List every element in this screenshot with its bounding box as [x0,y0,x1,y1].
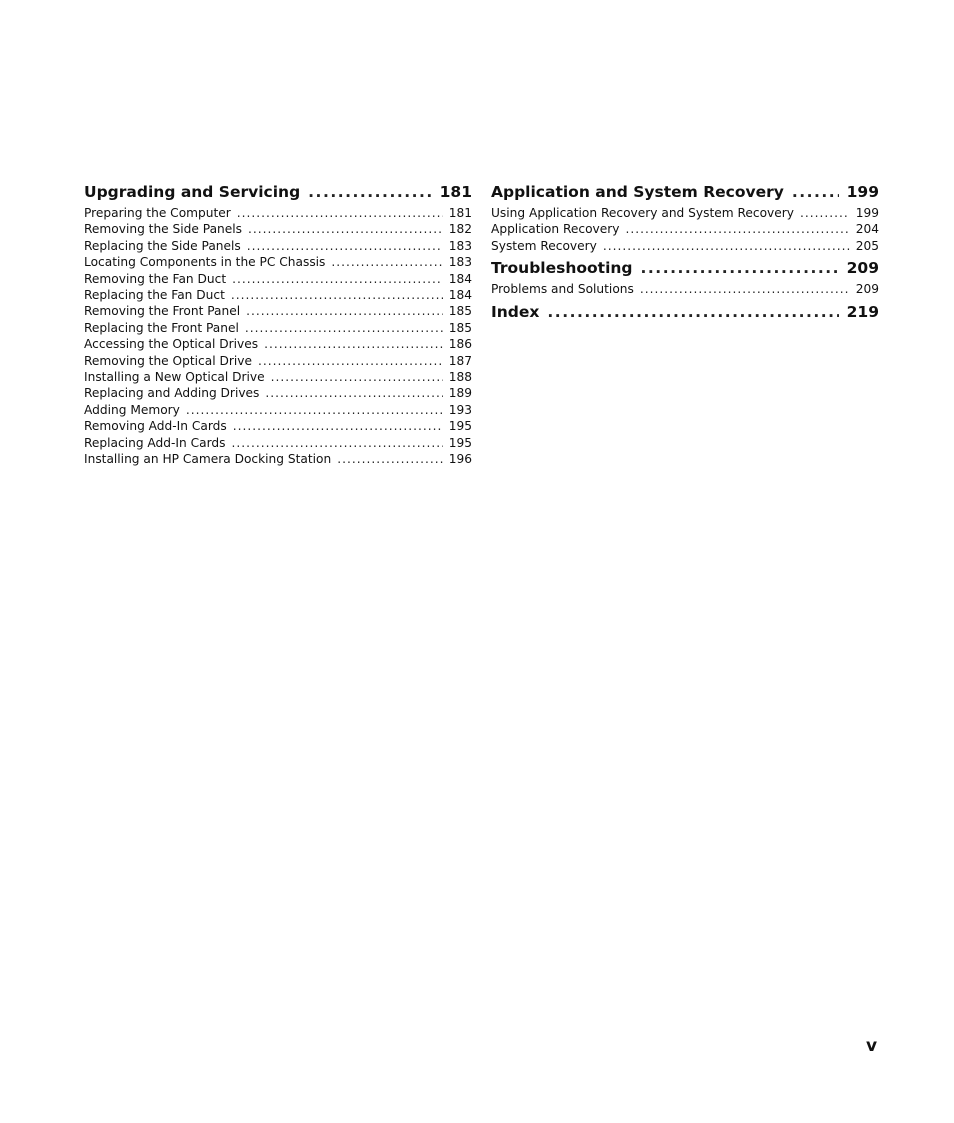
dot-leader [337,451,443,467]
dot-leader [264,336,443,352]
section-title: Troubleshooting [491,259,633,278]
toc-entry[interactable] [84,254,472,270]
entry-title: Replacing the Side Panels [84,238,241,253]
dot-leader [625,221,849,237]
toc-entry[interactable] [491,221,879,237]
entry-page: 187 [448,353,472,368]
entry-page: 183 [448,238,472,253]
toc-entry-list [491,205,879,254]
entry-title: Locating Components in the PC Chassis [84,255,326,270]
toc-entry[interactable] [84,287,472,303]
entry-title: Accessing the Optical Drives [84,337,259,352]
toc-entry[interactable] [491,281,879,297]
entry-page: 195 [448,435,472,450]
entry-page: 189 [448,386,472,401]
entry-title: Replacing the Front Panel [84,320,239,335]
toc-entry[interactable] [84,385,472,401]
dot-leader [331,254,442,270]
toc-entry[interactable] [84,353,472,369]
entry-title: Adding Memory [84,402,180,417]
toc-entry[interactable] [84,369,472,385]
dot-leader [248,221,443,237]
entry-title: Installing an HP Camera Docking Station [84,452,332,467]
dot-leader [232,271,443,287]
entry-page: 181 [448,206,472,220]
entry-page: 199 [855,206,879,220]
toc-section-heading[interactable] [84,182,472,202]
dot-leader [271,369,443,385]
section-title: Upgrading and Servicing [84,183,301,201]
toc-entry-list [491,281,879,297]
entry-title: Removing the Front Panel [84,304,241,319]
entry-page: 183 [448,255,472,270]
dot-leader [308,182,431,202]
toc-entry[interactable] [84,320,472,336]
dot-leader [245,320,443,336]
dot-leader [792,182,839,202]
entry-page: 195 [448,419,472,434]
toc-entry[interactable] [84,221,472,237]
toc-entry[interactable] [84,418,472,434]
toc-section-heading[interactable] [491,258,879,278]
dot-leader [233,418,443,434]
entry-page: 205 [855,238,879,253]
entry-page: 186 [448,337,472,352]
toc-entry[interactable] [84,402,472,418]
entry-title: Removing Add-In Cards [84,419,227,434]
entry-title: Removing the Side Panels [84,222,243,237]
entry-title: Application Recovery [491,222,620,237]
toc-entry[interactable] [491,238,879,254]
toc-section-heading[interactable] [491,302,879,322]
toc-entry[interactable] [491,205,879,221]
toc-entry[interactable] [84,435,472,451]
entry-title: Replacing Add-In Cards [84,435,226,450]
entry-title: Installing a New Optical Drive [84,370,265,385]
dot-leader [265,385,442,401]
entry-page: 184 [448,271,472,286]
toc-entry[interactable] [84,451,472,467]
section-page: 209 [846,259,879,278]
toc-right-column [491,180,879,325]
dot-leader [246,303,443,319]
toc-entry-list [84,205,472,468]
entry-page: 185 [448,304,472,319]
entry-title: Using Application Recovery and System Recovery [491,206,794,220]
entry-title: Removing the Optical Drive [84,353,252,368]
dot-leader [547,302,838,322]
dot-leader [237,205,443,221]
entry-page: 204 [855,222,879,237]
entry-title: Replacing and Adding Drives [84,386,260,401]
toc-entry[interactable] [84,205,472,221]
page-number: v [866,1036,878,1056]
dot-leader [640,281,850,297]
entry-page: 185 [448,320,472,335]
toc-entry[interactable] [84,336,472,352]
entry-page: 209 [855,282,879,297]
entry-page: 184 [448,288,472,303]
toc-entry[interactable] [84,271,472,287]
entry-page: 182 [448,222,472,237]
toc-left-column [84,180,472,472]
entry-page: 196 [448,452,472,467]
entry-page: 193 [448,402,472,417]
section-title: Application and System Recovery [491,183,784,201]
dot-leader [231,287,443,303]
entry-title: Removing the Fan Duct [84,271,227,286]
dot-leader [231,435,442,451]
dot-leader [800,205,850,221]
entry-title: Preparing the Computer [84,206,231,220]
toc-section-heading[interactable] [491,182,879,202]
section-page: 219 [846,302,879,321]
dot-leader [641,258,839,278]
entry-title: Replacing the Fan Duct [84,288,225,303]
section-title: Index [491,302,540,321]
dot-leader [247,238,443,254]
toc-entry[interactable] [84,238,472,254]
dot-leader [603,238,850,254]
section-page: 199 [846,183,879,201]
dot-leader [258,353,443,369]
dot-leader [186,402,443,418]
entry-title: System Recovery [491,238,597,253]
entry-title: Problems and Solutions [491,282,634,297]
toc-entry[interactable] [84,303,472,319]
section-page: 181 [439,183,472,201]
entry-page: 188 [448,370,472,385]
